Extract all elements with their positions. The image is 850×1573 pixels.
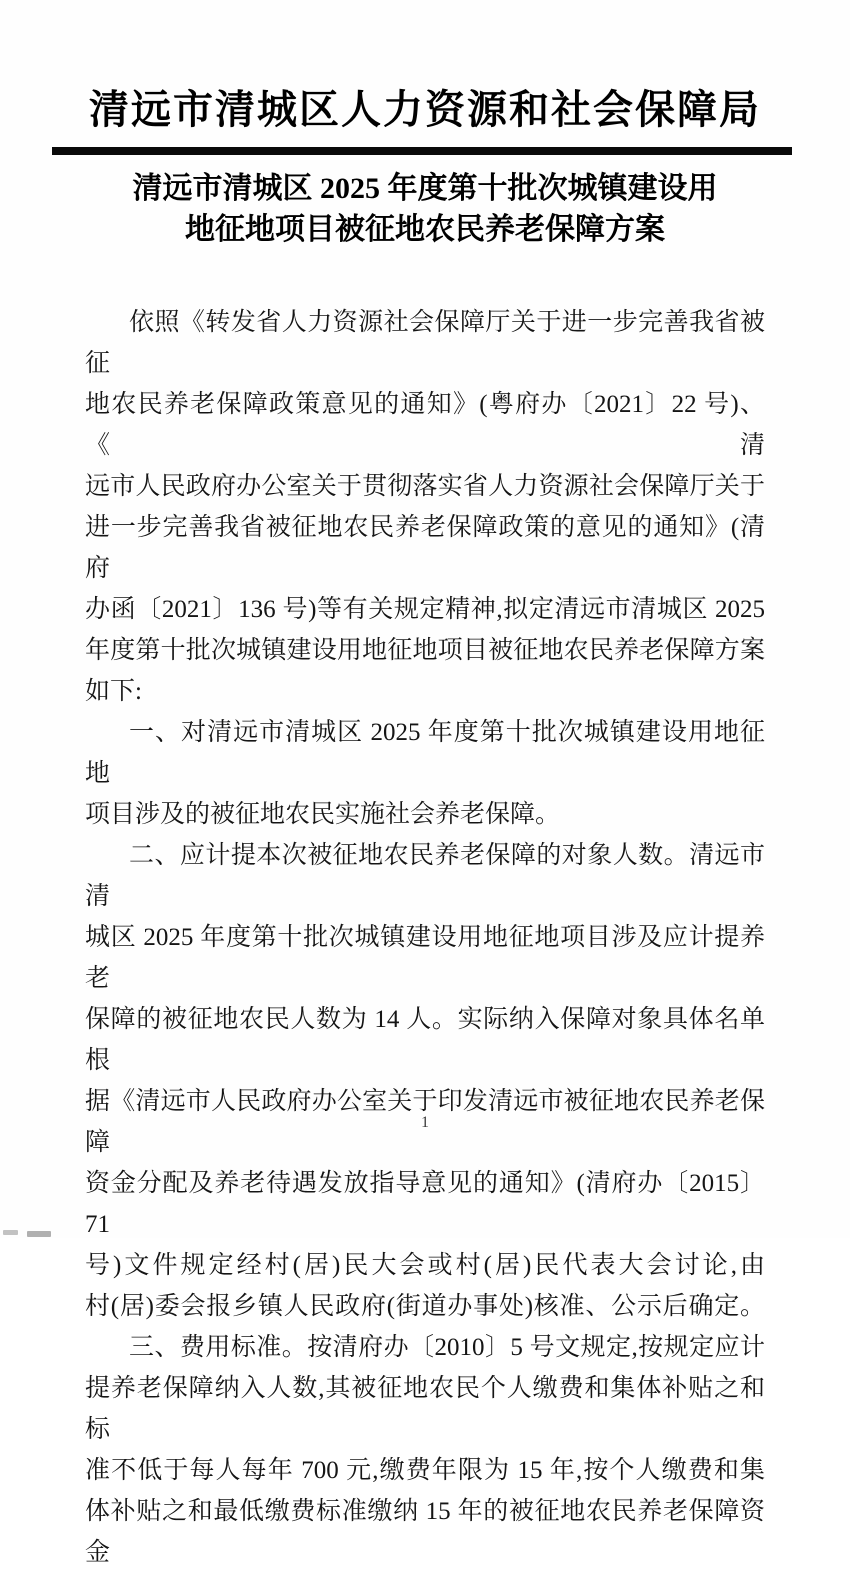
body-line: 城区 2025 年度第十批次城镇建设用地征地项目涉及应计提养老	[85, 924, 765, 992]
body-line: 号)文件规定经村(居)民大会或村(居)民代表大会讨论,由	[85, 1252, 765, 1279]
document-title-line2: 地征地项目被征地农民养老保障方案	[185, 213, 665, 246]
body-line: 一、对清远市清城区 2025 年度第十批次城镇建设用地征地	[85, 719, 765, 787]
agency-letterhead: 清远市清城区人力资源和社会保障局	[89, 87, 761, 132]
document-title	[0, 168, 850, 250]
body-line: 准不低于每人每年 700 元,缴费年限为 15 年,按个人缴费和集	[85, 1457, 765, 1484]
letterhead-divider-rule	[52, 147, 792, 155]
body-line: 地农民养老保障政策意见的通知》(粤府办〔2021〕22 号)、《清	[85, 391, 765, 459]
body-line: 如下:	[85, 678, 142, 705]
body-line: 据《清远市人民政府办公室关于印发清远市被征地农民养老保障	[85, 1088, 765, 1156]
body-line: 体补贴之和最低缴费标准缴纳 15 年的被征地农民养老保障资金	[85, 1498, 765, 1566]
body-line: 保障的被征地农民人数为 14 人。实际纳入保障对象具体名单根	[85, 1006, 765, 1074]
body-line: 远市人民政府办公室关于贯彻落实省人力资源社会保障厅关于	[85, 473, 765, 500]
body-line: 资金分配及养老待遇发放指导意见的通知》(清府办〔2015〕71	[85, 1170, 765, 1238]
body-line: 三、费用标准。按清府办〔2010〕5 号文规定,按规定应计	[129, 1334, 765, 1361]
body-line: 进一步完善我省被征地农民养老保障政策的意见的通知》(清府	[85, 514, 765, 582]
body-line: 二、应计提本次被征地农民养老保障的对象人数。清远市清	[85, 842, 765, 910]
body-line: 依照《转发省人力资源社会保障厅关于进一步完善我省被征	[85, 309, 765, 377]
body-line: 年度第十批次城镇建设用地征地项目被征地农民养老保障方案	[85, 637, 765, 664]
body-line: 项目涉及的被征地农民实施社会养老保障。	[85, 801, 561, 828]
document-body	[85, 302, 765, 1573]
scan-artifact-mark	[27, 1231, 51, 1237]
scan-artifact-mark	[3, 1230, 18, 1235]
page-number: 1	[421, 1114, 429, 1131]
body-line: 办函〔2021〕136 号)等有关规定精神,拟定清远市清城区 2025	[85, 596, 765, 623]
document-title-line1: 清远市清城区 2025 年度第十批次城镇建设用	[132, 172, 718, 205]
body-line: 村(居)委会报乡镇人民政府(街道办事处)核准、公示后确定。	[85, 1293, 765, 1320]
body-line: 提养老保障纳入人数,其被征地农民个人缴费和集体补贴之和标	[85, 1375, 765, 1443]
